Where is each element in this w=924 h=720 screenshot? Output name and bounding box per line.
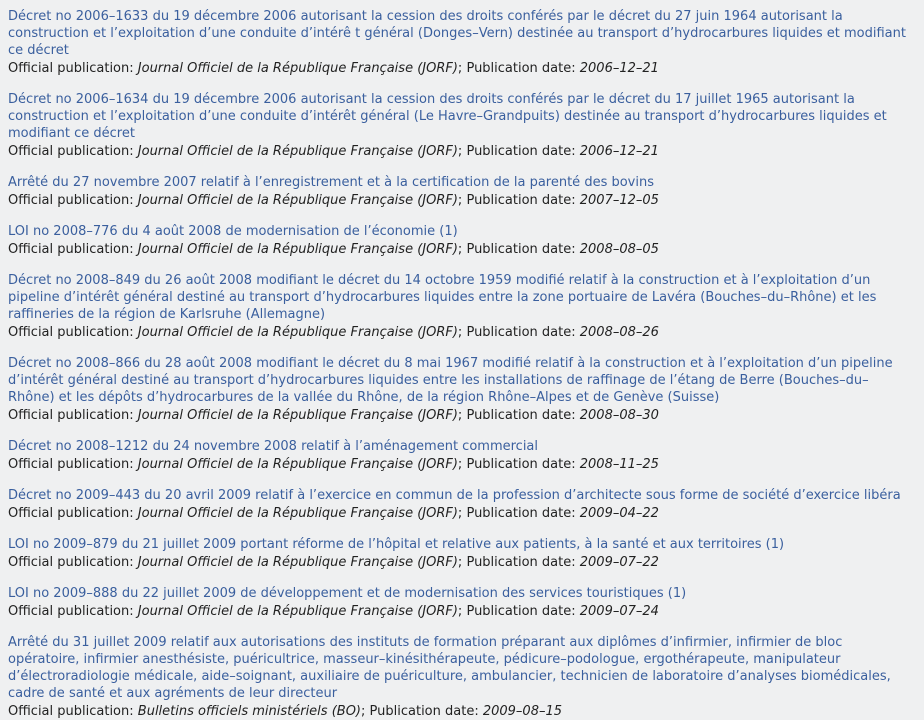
entry-meta [8,407,916,424]
list-item[interactable] [8,8,916,77]
publication-date-value: 2009–07–24 [579,604,659,619]
entry-meta [8,505,916,522]
entry-title-link[interactable]: Décret no 2008–866 du 28 août 2008 modifiant le décret du 8 mai 1967 modifié relatif à la construction et à l’exploitation d’un pipeline d’intérêt général destiné au transport d’hydrocarbures liquides entre les installations de raffinage de l’étang de Berre (Bouches–du– Rhône) et les dépôts d’hydrocarbures de la vallée du Rhône, de la région Rhône–Alpes et de Genève (Suisse) [8,356,893,405]
publication-date-label: Publication date: [466,242,576,257]
entry-title-link[interactable]: Décret no 2009–443 du 20 avril 2009 relatif à l’exercice en commun de la profession d’architecte sous forme de société d’exercice libéra [8,488,901,503]
meta-separator: ; [457,604,463,619]
official-publication-value: Journal Officiel de la République Française (JORF) [137,61,458,76]
official-publication-label: Official publication: [8,604,134,619]
official-publication-value: Journal Officiel de la République Française (JORF) [137,144,458,159]
meta-separator: ; [457,144,463,159]
list-item[interactable] [8,536,916,571]
official-publication-label: Official publication: [8,555,134,570]
entry-title-link[interactable]: LOI no 2009–888 du 22 juillet 2009 de développement et de modernisation des services touristiques (1) [8,586,687,601]
meta-separator: ; [457,555,463,570]
meta-separator: ; [457,457,463,472]
list-item[interactable] [8,272,916,341]
list-item[interactable] [8,223,916,258]
entry-title-link[interactable]: Décret no 2008–1212 du 24 novembre 2008 relatif à l’aménagement commercial [8,439,539,454]
entry-meta [8,456,916,473]
entry-meta [8,143,916,160]
publication-date-label: Publication date: [466,555,576,570]
publication-date-label: Publication date: [466,325,576,340]
entry-meta [8,60,916,77]
publication-date-value: 2008–08–30 [579,408,659,423]
publication-date-label: Publication date: [466,193,576,208]
publication-date-value: 2009–08–15 [482,704,563,719]
publication-date-value: 2007–12–05 [579,193,659,208]
entry-meta [8,554,916,571]
official-publication-label: Official publication: [8,193,134,208]
publication-date-value: 2006–12–21 [579,61,659,76]
publication-date-value: 2009–07–22 [579,555,659,570]
list-item[interactable] [8,91,916,160]
entry-meta [8,192,916,209]
publication-date-value: 2006–12–21 [579,144,659,159]
meta-separator: ; [457,408,463,423]
meta-separator: ; [457,506,463,521]
list-item[interactable] [8,487,916,522]
official-publication-label: Official publication: [8,506,134,521]
official-publication-label: Official publication: [8,704,134,719]
official-publication-value: Journal Officiel de la République Française (JORF) [137,325,458,340]
entry-title-link[interactable]: Décret no 2006–1634 du 19 décembre 2006 autorisant la cession des droits conférés par le décret du 17 juillet 1965 autorisant la construction et l’exploitation d’une conduite d’intérêt général (Le Havre–Grandpuits) destinée au transport d’hydrocarbures liquides et modifiant ce décret [8,92,887,141]
official-publication-label: Official publication: [8,61,134,76]
publication-date-label: Publication date: [466,506,576,521]
official-publication-label: Official publication: [8,242,134,257]
official-publication-value: Bulletins officiels ministériels (BO) [137,704,361,719]
entry-meta [8,703,916,720]
publication-date-value: 2008–11–25 [579,457,659,472]
publication-date-label: Publication date: [466,61,576,76]
meta-separator: ; [457,325,463,340]
official-publication-label: Official publication: [8,457,134,472]
entry-title-link[interactable]: LOI no 2009–879 du 21 juillet 2009 portant réforme de l’hôpital et relative aux patients, à la santé et aux territoires (1) [8,537,785,552]
official-publication-label: Official publication: [8,144,134,159]
official-publication-label: Official publication: [8,325,134,340]
publication-date-label: Publication date: [466,604,576,619]
meta-separator: ; [361,704,366,719]
official-publication-value: Journal Officiel de la République Française (JORF) [137,555,458,570]
entry-title-link[interactable]: LOI no 2008–776 du 4 août 2008 de modernisation de l’économie (1) [8,224,458,239]
meta-separator: ; [457,61,463,76]
official-publication-label: Official publication: [8,408,134,423]
list-item[interactable] [8,174,916,209]
publication-date-value: 2008–08–26 [579,325,659,340]
publication-date-label: Publication date: [466,408,576,423]
list-item[interactable] [8,355,916,424]
official-publication-value: Journal Officiel de la République Française (JORF) [137,408,458,423]
publication-date-label: Publication date: [466,144,576,159]
entry-title-link[interactable]: Arrêté du 27 novembre 2007 relatif à l’enregistrement et à la certification de la parenté des bovins [8,175,654,190]
official-publication-value: Journal Officiel de la République Française (JORF) [137,457,458,472]
entry-meta [8,603,916,620]
entry-title-link[interactable]: Décret no 2006–1633 du 19 décembre 2006 autorisant la cession des droits conférés par le décret du 27 juin 1964 autorisant la construction et l’exploitation d’une conduite d’intérê t général (Donges–Vern) destinée au transport d’hydrocarbures liquides et modifiant ce décret [8,9,906,58]
entry-meta [8,324,916,341]
entry-title-link[interactable]: Arrêté du 31 juillet 2009 relatif aux autorisations des instituts de formation préparant aux diplômes d’infirmier, infirmier de bloc opératoire, infirmier anesthésiste, puéricultrice, masseur–kinésithérapeute, pédicure–podologue, ergothérapeute, manipulateur d’électroradiologie médicale, aide–soignant, auxiliaire de puériculture, ambulancier, technicien de laboratoire d’analyses biomédicales, cadre de santé et aux agréments de leur directeur [8,635,891,701]
list-item[interactable] [8,634,916,720]
meta-separator: ; [457,242,463,257]
official-publication-value: Journal Officiel de la République Française (JORF) [137,604,458,619]
publication-date-value: 2009–04–22 [579,506,659,521]
publication-date-label: Publication date: [466,457,576,472]
meta-separator: ; [457,193,463,208]
publication-date-value: 2008–08–05 [579,242,659,257]
list-item[interactable] [8,438,916,473]
official-publication-value: Journal Officiel de la République Française (JORF) [137,506,458,521]
publication-date-label: Publication date: [369,704,479,719]
entry-meta [8,241,916,258]
official-publication-value: Journal Officiel de la République Française (JORF) [137,242,458,257]
official-publication-value: Journal Officiel de la République Française (JORF) [137,193,458,208]
entry-title-link[interactable]: Décret no 2008–849 du 26 août 2008 modifiant le décret du 14 octobre 1959 modifié relatif à la construction et à l’exploitation d’un pipeline d’intérêt général destiné au transport d’hydrocarbures liquides entre la zone portuaire de Lavéra (Bouches–du–Rhône) et les raffineries de la région de Karlsruhe (Allemagne) [8,273,877,322]
list-item[interactable] [8,585,916,620]
